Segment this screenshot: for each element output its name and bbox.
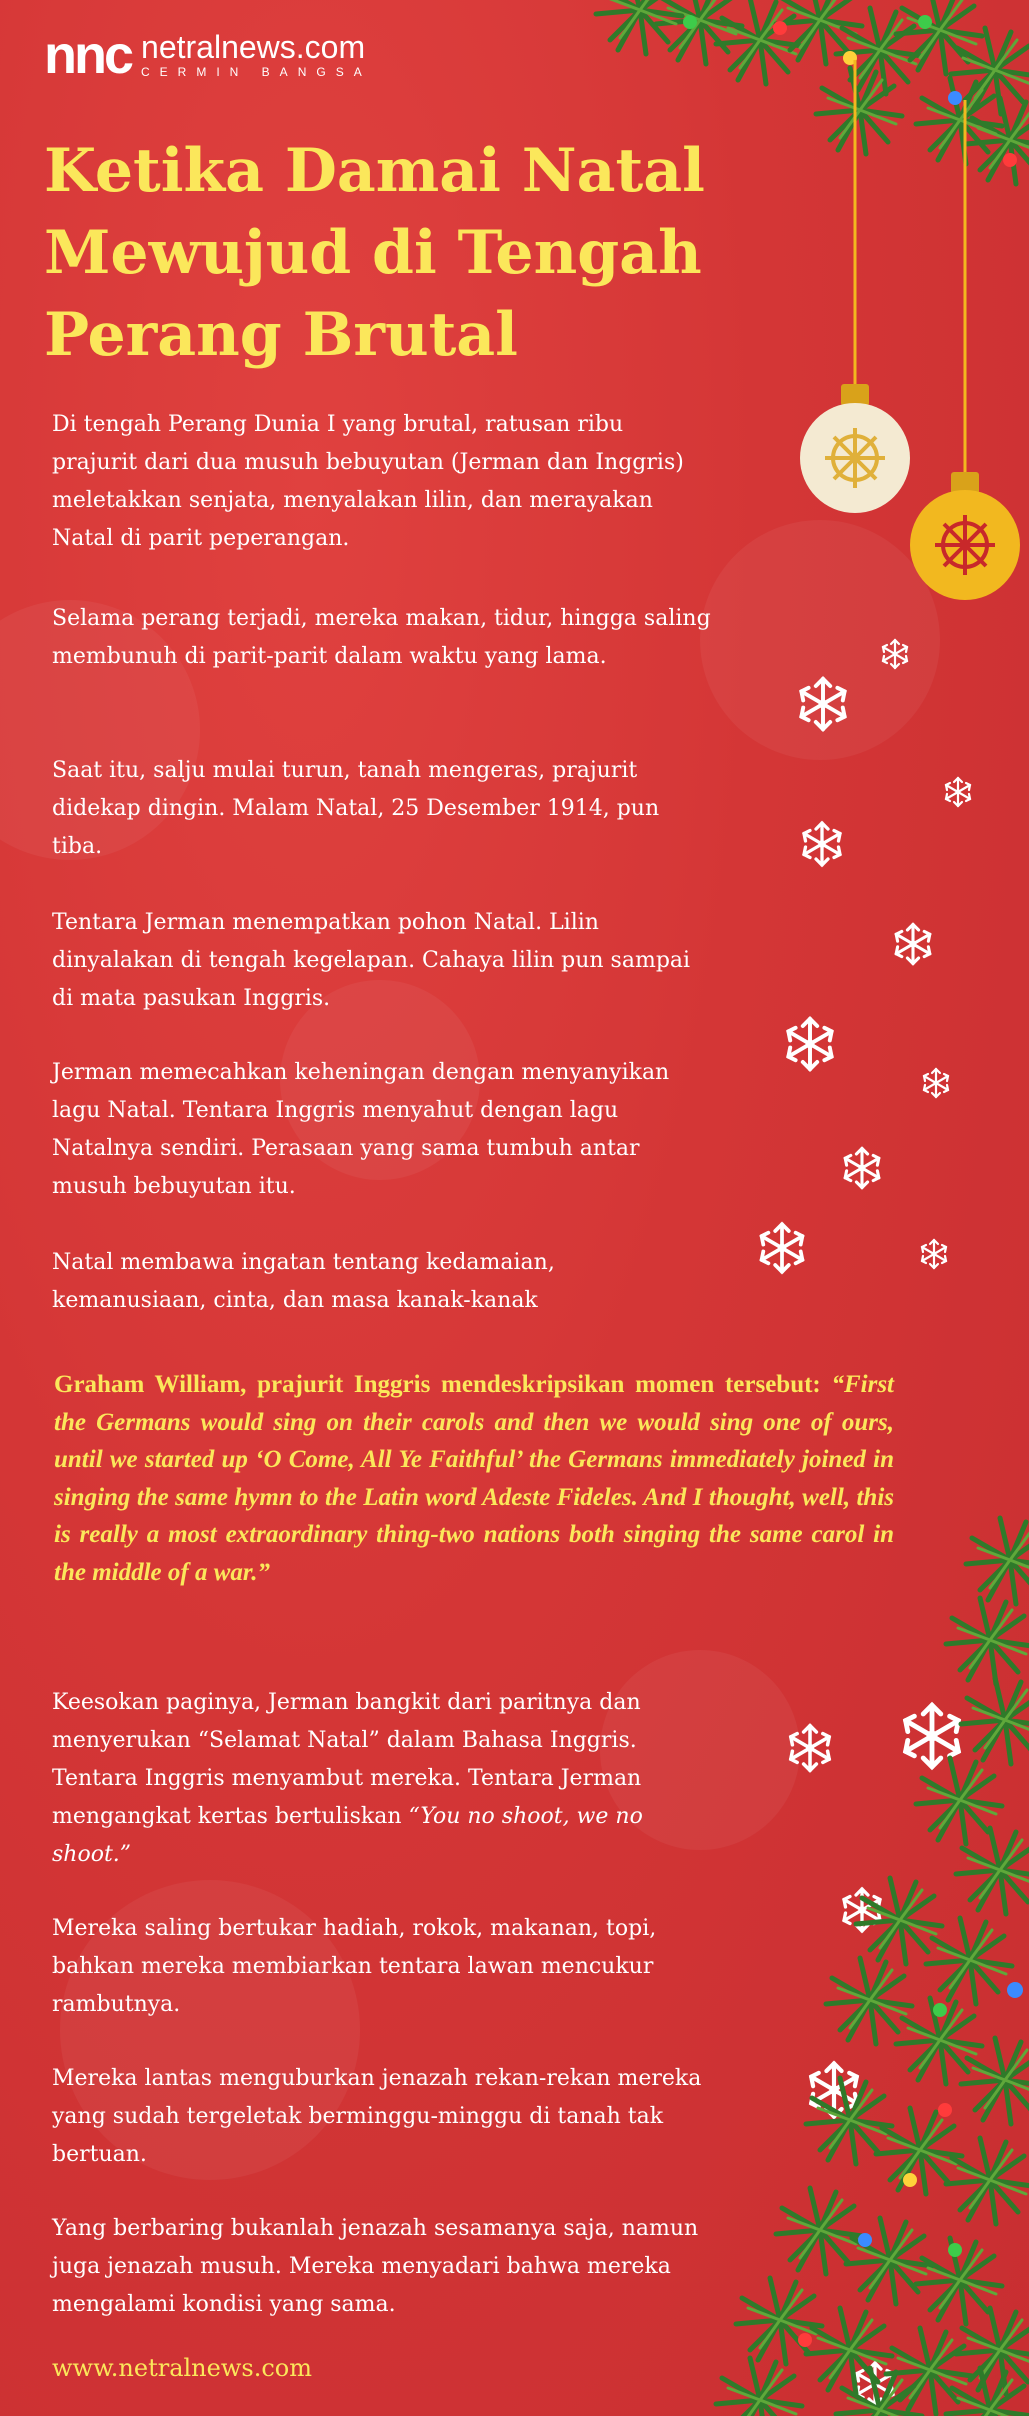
logo-mark: nnc [44,25,132,85]
paragraph-6: Natal membawa ingatan tentang kedamaian, kemanusiaan, cinta, dan masa kanak-kanak [52,1250,555,1313]
quote-block [54,1366,894,1591]
paragraph-7 [52,1684,712,1874]
quote-text: “First the Germans would sing on their carols and then we would sing one of ours, until we started up ‘O Come, All Ye Faithful’ the Germans immediately joined in singing the same hymn to the Latin word Adeste Fideles. And I thought, well, this is really a most extraordinary thing-two nations both singing the same carol in the middle of a war.” [54,1371,894,1586]
ornament-gold [910,100,1020,600]
bokeh-circle [700,520,940,760]
paragraph-8: Mereka saling bertukar hadiah, rokok, makanan, topi, bahkan mereka membiarkan tentara lawan mencukur rambutnya. [52,1916,657,2017]
pine-branch-bottom [716,1518,1029,2416]
paragraph-5: Jerman memecahkan keheningan dengan menyanyikan lagu Natal. Tentara Inggris menyahut dengan lagu Natalnya sendiri. Perasaan yang sama tumbuh antar musuh bebuyutan itu. [52,1060,670,1199]
netralnews-logo [44,25,372,85]
footer-website: www.netralnews.com [52,2354,312,2382]
ornament-cream [800,60,910,513]
logo-name: netralnews.com [141,29,366,65]
string-lights-bottom [798,1982,1023,2347]
paragraph-3: Saat itu, salju mulai turun, tanah mengeras, prajurit didekap dingin. Malam Natal, 25 Desember 1914, pun tiba. [52,758,660,859]
quote-intro: Graham William, prajurit Inggris mendeskripsikan momen tersebut: [54,1371,832,1398]
paragraph-7-main: Keesokan paginya, Jerman bangkit dari paritnya dan menyerukan “Selamat Natal” dalam Bahasa Inggris. Tentara Inggris menyambut mereka. Tentara Jerman mengangkat kertas bertuliskan [52,1690,642,1829]
paragraph-4: Tentara Jerman menempatkan pohon Natal. Lilin dinyalakan di tengah kegelapan. Cahaya lilin pun sampai di mata pasukan Inggris. [52,910,691,1011]
paragraph-1: Di tengah Perang Dunia I yang brutal, ratusan ribu prajurit dari dua musuh bebuyutan (Jerman dan Inggris) meletakkan senjata, menyalakan lilin, dan merayakan Natal di parit peperangan. [52,412,684,551]
page-title [44,130,804,376]
logo-tagline: CERMIN BANGSA [141,65,372,79]
paragraph-9: Mereka lantas menguburkan jenazah rekan-rekan mereka yang sudah tergeletak berminggu-minggu di tanah tak bertuan. [52,2066,702,2167]
paragraph-2: Selama perang terjadi, mereka makan, tidur, hingga saling membunuh di parit-parit dalam waktu yang lama. [52,606,711,669]
title-line-3: Perang Brutal [44,300,518,370]
paragraph-7-italic: “You no shoot, we no shoot.” [52,1804,643,1867]
title-line-2: Mewujud di Tengah [44,218,702,288]
title-line-1: Ketika Damai Natal [44,136,705,206]
paragraph-10: Yang berbaring bukanlah jenazah sesamanya saja, namun juga jenazah musuh. Mereka menyadari bahwa mereka mengalami kondisi yang sama. [52,2216,699,2317]
